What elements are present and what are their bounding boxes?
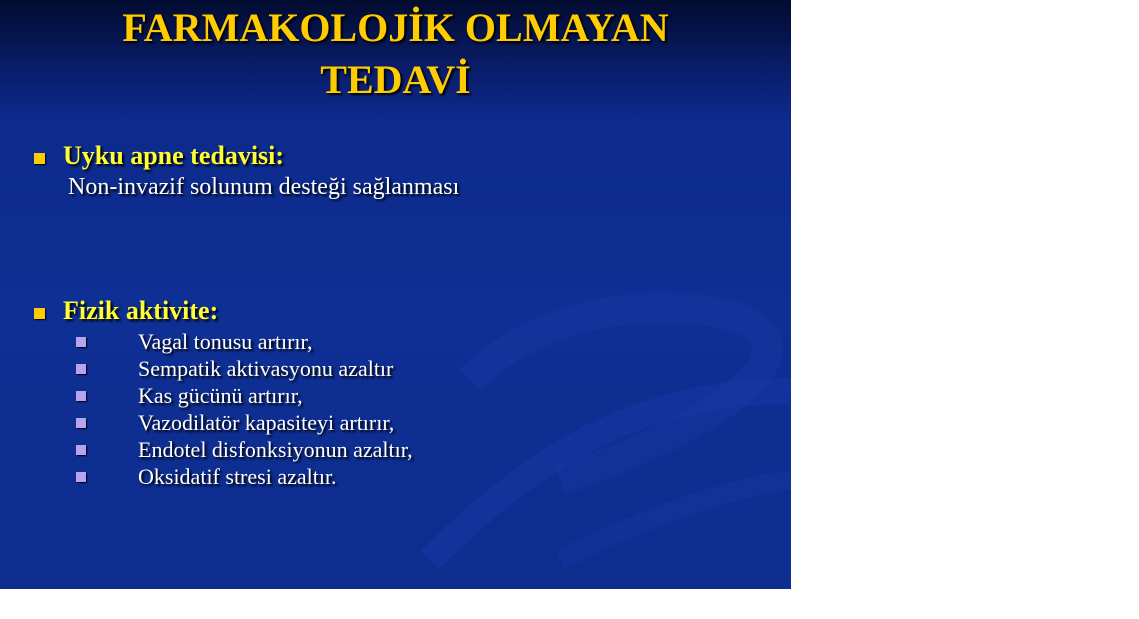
section-text-sleep-apnea: Non-invazif solunum desteği sağlanması — [68, 174, 460, 200]
bullet-square-icon — [76, 391, 86, 401]
title-line-2: TEDAVİ — [320, 57, 471, 102]
list-item-text: Sempatik aktivasyonu azaltır — [138, 356, 394, 381]
list-item — [76, 436, 576, 463]
bullet-square-icon — [34, 308, 45, 319]
list-item — [76, 463, 576, 490]
list-item-text: Kas gücünü artırır, — [138, 383, 303, 408]
section-heading-sleep-apnea: Uyku apne tedavisi: — [63, 141, 285, 170]
list-item-text: Endotel disfonksiyonun azaltır, — [138, 437, 413, 462]
bullet-square-icon — [76, 418, 86, 428]
list-item-text: Vazodilatör kapasiteyi artırır, — [138, 410, 395, 435]
list-item — [76, 355, 576, 382]
slide-title — [0, 2, 791, 106]
title-line-1: FARMAKOLOJİK OLMAYAN — [122, 5, 669, 50]
bullet-square-icon — [76, 445, 86, 455]
bullet-square-icon — [34, 153, 45, 164]
list-item — [76, 409, 576, 436]
bullet-square-icon — [76, 364, 86, 374]
bullet-square-icon — [76, 472, 86, 482]
list-item-text: Oksidatif stresi azaltır. — [138, 464, 337, 489]
list-item — [76, 328, 576, 355]
physical-activity-list — [76, 328, 576, 490]
list-item-text: Vagal tonusu artırır, — [138, 329, 313, 354]
bullet-square-icon — [76, 337, 86, 347]
section-heading-physical-activity: Fizik aktivite: — [63, 296, 219, 325]
list-item — [76, 382, 576, 409]
